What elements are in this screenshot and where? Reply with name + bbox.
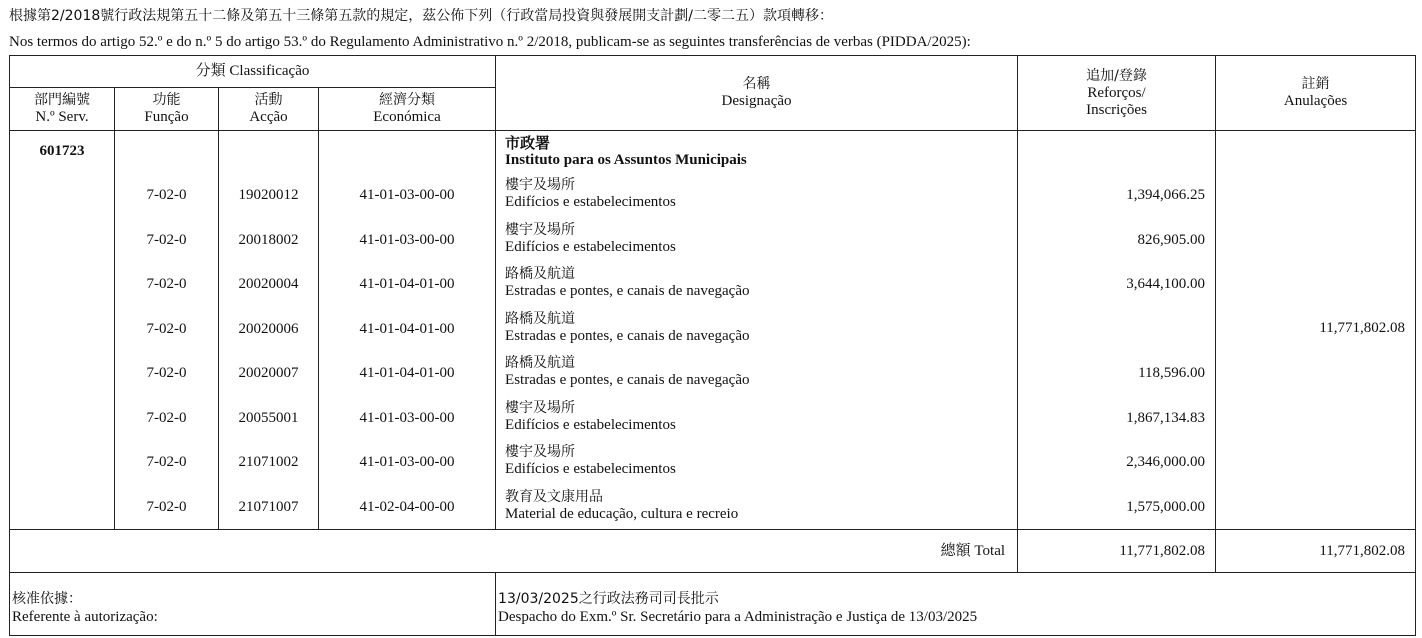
function-code: 7-02-0 xyxy=(146,409,187,426)
function-code: 7-02-0 xyxy=(146,320,187,337)
classification-header: 分類 Classificação xyxy=(10,56,496,88)
action-cell xyxy=(219,131,319,530)
economic-code: 41-01-03-00-00 xyxy=(359,409,455,426)
designation-zh: 樓宇及場所 xyxy=(505,177,576,193)
reinforcements-header: 追加/登錄 Reforços/ Inscrições xyxy=(1018,56,1216,131)
reinforcement-amount: 118,596.00 xyxy=(1138,365,1206,381)
reinforcement-amount: 3,644,100.00 xyxy=(1126,276,1206,292)
designation-zh: 樓宇及場所 xyxy=(505,444,576,460)
action-code: 21071002 xyxy=(238,454,299,470)
designation-item xyxy=(505,400,1013,434)
designation-pt: Material de educação, cultura e recreio xyxy=(505,505,739,522)
designation-zh: 樓宇及場所 xyxy=(505,399,576,416)
service-number-header: 部門編號 N.º Serv. xyxy=(10,88,115,131)
cancellations-header: 註銷 Anulações xyxy=(1216,56,1416,131)
designation-item xyxy=(505,222,1013,256)
economic-code: 41-01-03-00-00 xyxy=(359,454,455,470)
designation-pt: Edifícios e estabelecimentos xyxy=(505,416,676,433)
intro-chinese: 根據第2/2018號行政法規第五十二條及第五十三條第五款的規定，茲公佈下列（行政當局投資與發展開支計劃/二零二五）款項轉移： xyxy=(9,8,833,24)
economic-code: 41-01-04-01-00 xyxy=(359,276,455,292)
service-name: 市政署 Instituto para os Assuntos Municipais xyxy=(505,134,747,168)
designation-pt: Estradas e pontes, e canais de navegação xyxy=(505,283,750,299)
action-code: 20020004 xyxy=(238,276,299,292)
action-code: 21071007 xyxy=(238,498,299,515)
function-code: 7-02-0 xyxy=(146,187,187,203)
designation-cell xyxy=(496,131,1018,530)
reinforcement-amount: 1,575,000.00 xyxy=(1126,498,1206,515)
reinforcement-amount: 2,346,000.00 xyxy=(1126,454,1206,470)
designation-header: 名稱 Designação xyxy=(496,56,1018,131)
function-code: 7-02-0 xyxy=(146,276,187,292)
service-code: 601723 xyxy=(39,143,85,159)
designation-item xyxy=(505,355,1013,389)
function-code: 7-02-0 xyxy=(146,365,187,381)
function-code: 7-02-0 xyxy=(146,454,187,470)
authorization-label: 核准依據： Referente à autorização: xyxy=(10,573,496,636)
function-cell xyxy=(115,131,219,530)
designation-pt: Edifícios e estabelecimentos xyxy=(505,461,676,477)
action-code: 20018002 xyxy=(238,231,299,248)
reinforcement-amount: 1,394,066.25 xyxy=(1126,187,1206,203)
service-code-cell xyxy=(10,131,115,530)
designation-pt: Edifícios e estabelecimentos xyxy=(505,238,676,255)
designation-zh: 路橋及航道 xyxy=(505,310,576,327)
total-cancellations: 11,771,802.08 xyxy=(1216,530,1416,573)
economic-header: 經濟分類 Económica xyxy=(319,88,496,131)
action-code: 20020007 xyxy=(238,365,299,381)
reinforcement-amount: 1,867,134.83 xyxy=(1126,409,1206,426)
economic-code: 41-02-04-00-00 xyxy=(359,498,455,515)
reinforcement-amount: 826,905.00 xyxy=(1137,231,1206,248)
economic-cell xyxy=(319,131,496,530)
intro-portuguese: Nos termos do artigo 52.º e do n.º 5 do artigo 53.º do Regulamento Administrativo n.º 2/2018, publicam-se as seguintes transferências de verbas (PIDDA/2025): xyxy=(9,34,971,50)
designation-zh: 路橋及航道 xyxy=(505,266,576,282)
cancellation-amount: 11,771,802.08 xyxy=(1319,320,1406,336)
authorization-value: 13/03/2025之行政法務司司長批示 Despacho do Exm.º Sr. Secretário para a Administração e Justiça de 13/03/2025 xyxy=(496,573,1416,636)
economic-code: 41-01-04-01-00 xyxy=(359,320,455,337)
action-code: 20055001 xyxy=(238,409,299,426)
designation-zh: 教育及文康用品 xyxy=(505,488,604,505)
action-header: 活動 Acção xyxy=(219,88,319,131)
designation-item xyxy=(505,489,1013,523)
designation-zh: 路橋及航道 xyxy=(505,355,576,371)
transfer-table xyxy=(9,55,1416,636)
designation-item xyxy=(505,266,1013,300)
designation-item xyxy=(505,311,1013,345)
designation-zh: 樓宇及場所 xyxy=(505,221,576,238)
designation-pt: Estradas e pontes, e canais de navegação xyxy=(505,327,750,344)
function-header: 功能 Função xyxy=(115,88,219,131)
action-code: 19020012 xyxy=(238,187,299,203)
cancellations-cell xyxy=(1216,131,1416,530)
economic-code: 41-01-03-00-00 xyxy=(359,231,455,248)
function-code: 7-02-0 xyxy=(146,231,187,248)
designation-pt: Estradas e pontes, e canais de navegação xyxy=(505,372,750,388)
economic-code: 41-01-04-01-00 xyxy=(359,365,455,381)
function-code: 7-02-0 xyxy=(146,498,187,515)
economic-code: 41-01-03-00-00 xyxy=(359,187,455,203)
designation-pt: Edifícios e estabelecimentos xyxy=(505,194,676,210)
designation-item xyxy=(505,177,1013,211)
action-code: 20020006 xyxy=(238,320,299,337)
designation-item xyxy=(505,444,1013,478)
total-reinforcements: 11,771,802.08 xyxy=(1018,530,1216,573)
reinforcements-cell xyxy=(1018,131,1216,530)
total-label: 總額 Total xyxy=(10,530,1018,573)
